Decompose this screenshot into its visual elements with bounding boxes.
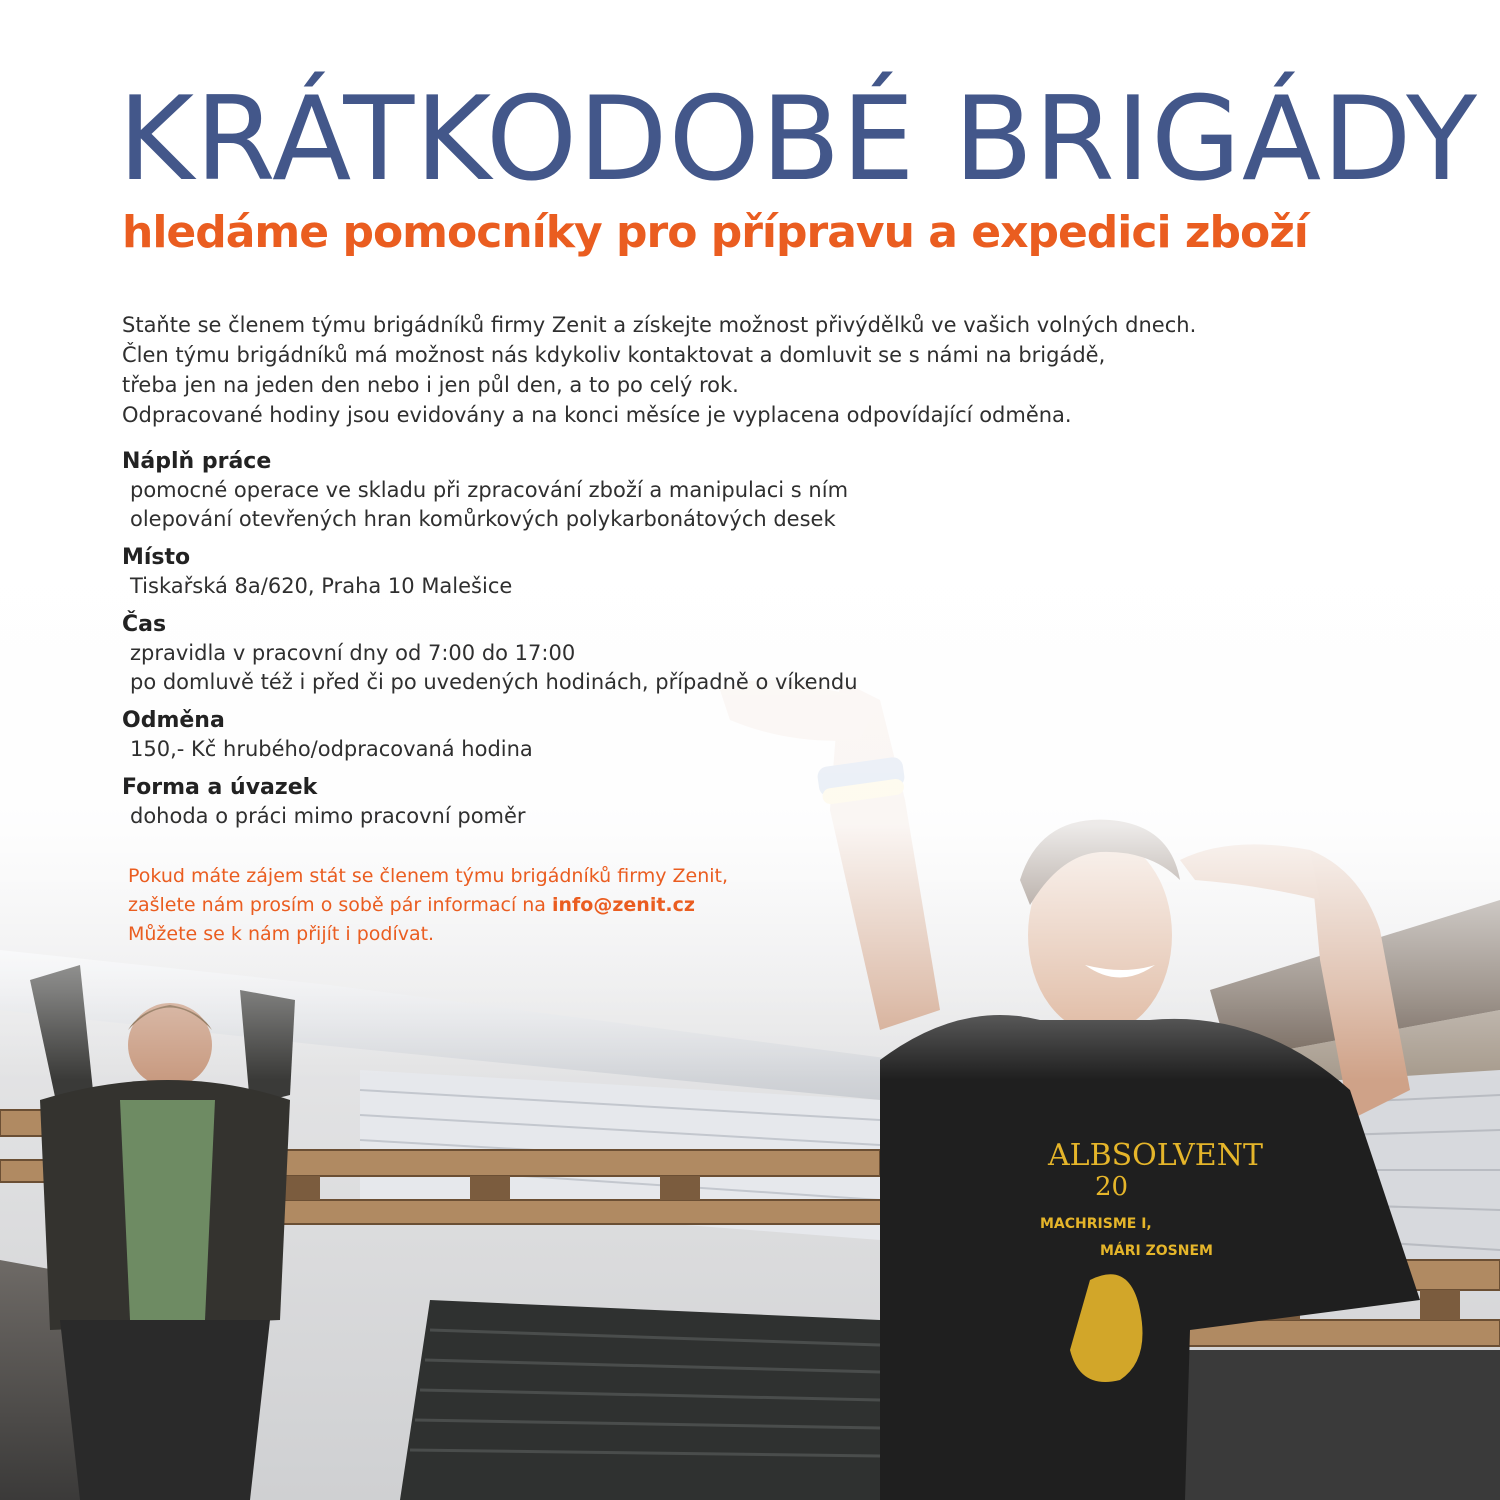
email-link[interactable]: info@zenit.cz (551, 894, 695, 916)
section-contract-type (122, 774, 1022, 831)
section-line: dohoda o práci mimo pracovní poměr (130, 804, 526, 828)
section-heading: Čas (122, 612, 167, 637)
intro-line: Odpracované hodiny jsou evidovány a na konci měsíce je vyplacena odpovídající odměna. (122, 403, 1072, 427)
section-heading: Náplň práce (122, 449, 272, 474)
job-details (122, 448, 1022, 841)
intro-line: Staňte se členem týmu brigádníků firmy Zenit a získejte možnost přivýdělků ve vašich volných dnech. (122, 313, 1197, 337)
section-heading: Forma a úvazek (122, 775, 318, 800)
page-title: KRÁTKODOBÉ BRIGÁDY (118, 72, 1479, 207)
intro-line: Člen týmu brigádníků má možnost nás kdykoliv kontaktovat a domluvit se s námi na brigádě, (122, 343, 1106, 367)
section-line: pomocné operace ve skladu při zpracování zboží a manipulaci s ním (130, 478, 849, 502)
intro-text (122, 310, 1372, 430)
section-line: po domluvě též i před či po uvedených hodinách, případně o víkendu (130, 670, 858, 694)
section-line: zpravidla v pracovní dny od 7:00 do 17:00 (130, 641, 576, 665)
section-line: 150,- Kč hrubého/odpracovaná hodina (130, 737, 533, 761)
section-heading: Odměna (122, 708, 225, 733)
contact-block (128, 862, 888, 949)
section-job-description (122, 448, 1022, 534)
contact-line: Pokud máte zájem stát se členem týmu brigádníků firmy Zenit, (128, 865, 729, 887)
section-line: olepování otevřených hran komůrkových polykarbonátových desek (130, 507, 836, 531)
section-reward (122, 707, 1022, 764)
section-time (122, 611, 1022, 697)
page-subtitle: hledáme pomocníky pro přípravu a expedici zboží (122, 207, 1308, 258)
contact-line (128, 891, 888, 920)
section-line: Tiskařská 8a/620, Praha 10 Malešice (130, 574, 513, 598)
section-heading: Místo (122, 545, 191, 570)
section-location (122, 544, 1022, 601)
contact-line-prefix: zašlete nám prosím o sobě pár informací na (128, 894, 552, 916)
contact-line: Můžete se k nám přijít i podívat. (128, 923, 435, 945)
intro-line: třeba jen na jeden den nebo i jen půl den, a to po celý rok. (122, 373, 739, 397)
